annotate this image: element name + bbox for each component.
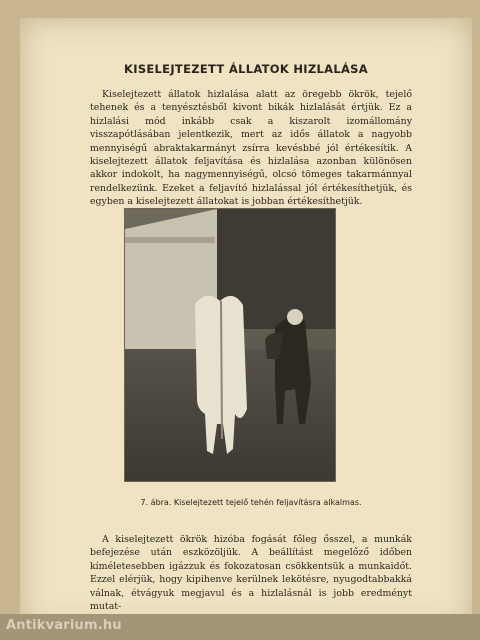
- paragraph-1: Kiselejtezett állatok hizlalása alatt az öregebb ökrök, tejelő tehenek és a tenyésztésből kivont bikák hizlalását értjük. Ez a hizlalási mód inkább csak a kiszarolt izomállomány visszapótlásában jelentkezik, mert az idős állatok a nagyobb mennyiségű abraktakarmányt zsírra kevésbbé jól értékesítik. A kiselejtezett állatok feljavítása és hizlalása azonban különösen akkor indokolt, ha nagymennyiségű, olcsó tömeges takarmánnyal rendelkezünk. Ezeket a feljavító hizlalással jól értékesíthetjük, és egyben a kiselejtezett állatokat is jobban értékesíthetjük.: [90, 89, 412, 208]
- paragraph-2: A kiselejtezett ökrök hizóba fogását főleg ősszel, a munkák befejezése után eszközöljük. A beállítást megelőző időben kíméletesebben igázzuk és fokozatosan csökkentsük a munkaidőt. Ezzel elérjük, hogy kipihenve kerülnek lekötésre, nyugodtabbakká válnak, étvágyuk megjavul és a hizlalásnál is jobb eredményt mutat-: [90, 534, 412, 613]
- watermark-bar: [0, 614, 480, 640]
- cow-photo: [124, 208, 336, 482]
- book-page: [20, 18, 472, 630]
- cow-photo-image: [125, 209, 335, 481]
- watermark-text: Antikvarium.hu: [6, 618, 122, 633]
- figure-caption: 7. ábra. Kiselejtezett tejelő tehén feljavításra alkalmas.: [140, 498, 362, 507]
- page-title: KISELEJTEZETT ÁLLATOK HIZLALÁSA: [124, 62, 368, 76]
